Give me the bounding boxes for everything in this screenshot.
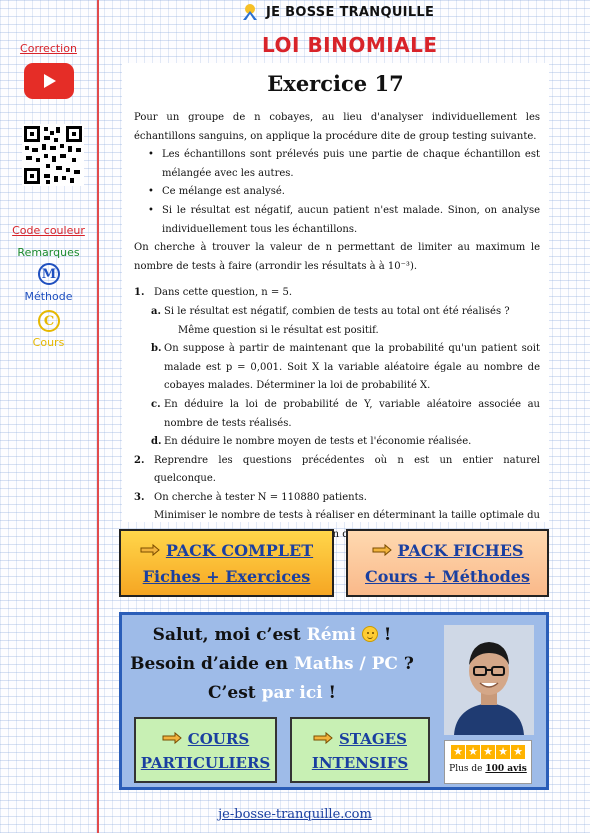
- question-2: [134, 452, 540, 489]
- pack-fiches-button[interactable]: [346, 529, 549, 597]
- star-icon: ★: [496, 745, 510, 759]
- question-number: c.: [151, 398, 161, 410]
- promo-link[interactable]: par ici: [261, 683, 323, 703]
- star-icon: ★: [466, 745, 480, 759]
- promo-text: Besoin d’aide en: [130, 654, 294, 674]
- profile-photo: [444, 625, 534, 735]
- remarques-label: Remarques: [17, 246, 80, 259]
- question-1a: [134, 303, 540, 322]
- pointing-hand-icon: [140, 543, 160, 557]
- exercise-intro: Pour un groupe de n cobayes, au lieu d'analyser individuellement les échantillons sanguins, on applique la procédure dite de group testing suivante.: [134, 112, 540, 142]
- question-text: Dans cette question, n = 5.: [154, 287, 293, 299]
- list-item: • Les échantillons sont prélevés puis une partie de chaque échantillon est mélangée avec les autres.: [134, 146, 540, 183]
- question-text: En déduire la loi de probabilité de Y, variable aléatoire associée au nombre de tests réalisés.: [164, 398, 540, 429]
- methode-label: Méthode: [24, 290, 73, 303]
- question-number: b.: [151, 343, 162, 355]
- question-text: En déduire le nombre moyen de tests et l'économie réalisée.: [164, 436, 472, 448]
- pointing-hand-icon: [372, 543, 392, 557]
- question-number: 2.: [134, 454, 145, 466]
- exercise-goal: On cherche à trouver la valeur de n permettant de limiter au maximum le nombre de tests à faire (arrondir les résultats à à 10⁻³).: [134, 242, 540, 272]
- youtube-button[interactable]: [24, 63, 74, 99]
- promo-cta: [122, 683, 422, 703]
- smiley-icon: [362, 626, 378, 642]
- promo-text: C’est: [207, 683, 262, 703]
- button-label: STAGES: [339, 730, 407, 748]
- pointing-hand-icon: [313, 731, 333, 745]
- rating-count[interactable]: 100 avis: [485, 764, 527, 774]
- question-1a-extra: Même question si le résultat est positif.: [178, 324, 379, 336]
- question-text: Si le résultat est négatif, combien de tests au total ont été réalisés ?: [164, 305, 510, 317]
- question-number: 1.: [134, 287, 145, 299]
- promo-name: Rémi: [306, 625, 356, 645]
- qr-code[interactable]: [22, 124, 84, 186]
- methode-icon: M: [38, 263, 60, 285]
- chapter-title: LOI BINOMIALE: [262, 33, 438, 57]
- brand-icon: [240, 2, 260, 22]
- question-number: a.: [151, 305, 161, 317]
- rating-badge: [444, 740, 532, 784]
- pack-fiches-title: PACK FICHES: [397, 541, 524, 560]
- stages-intensifs-button[interactable]: [290, 717, 430, 783]
- exercise-title: Exercice 17: [267, 71, 404, 96]
- question-text: On suppose à partir de maintenant que la probabilité qu'un patient soit malade est p = 0,001. Soit X la variable aléatoire égale au nombre de cobayes malades. Déterminer la loi de probabilité X.: [164, 343, 540, 392]
- cours-icon: C: [38, 310, 60, 332]
- question-3-extra: Minimiser le nombre de tests à réaliser en déterminant la taille optimale du n: [154, 510, 540, 541]
- promo-text: !: [377, 625, 392, 645]
- star-rating: [445, 745, 531, 759]
- pack-complet-button[interactable]: [119, 529, 334, 597]
- question-number: 3.: [134, 491, 145, 503]
- pack-complet-subtitle: Fiches + Exercices: [142, 567, 311, 586]
- promo-greeting: [122, 625, 422, 645]
- question-number: d.: [151, 436, 162, 448]
- list-item: • Ce mélange est analysé.: [134, 183, 540, 202]
- promo-subjects: Maths / PC: [293, 654, 398, 674]
- question-text: Reprendre les questions précédentes où n est un entier naturel quelconque.: [154, 454, 540, 485]
- cours-particuliers-button[interactable]: [134, 717, 277, 783]
- question-1b: [134, 340, 540, 396]
- rating-prefix: Plus de: [449, 764, 486, 774]
- exercise-card: [122, 63, 549, 541]
- brand-name: JE BOSSE TRANQUILLE: [266, 4, 435, 20]
- correction-label: Correction: [20, 42, 77, 55]
- question-1d: [134, 433, 540, 452]
- button-label: PARTICULIERS: [140, 754, 271, 772]
- star-icon: ★: [451, 745, 465, 759]
- promo-box: [119, 612, 549, 790]
- play-icon: [39, 71, 59, 91]
- question-1c: [134, 396, 540, 433]
- star-icon: ★: [481, 745, 495, 759]
- margin-line: [97, 0, 99, 833]
- question-3: [134, 489, 540, 508]
- footer-link[interactable]: je-bosse-tranquille.com: [218, 807, 372, 822]
- question-1: [134, 284, 540, 303]
- promo-text: !: [322, 683, 337, 703]
- rating-text: [445, 764, 531, 774]
- button-label: COURS: [187, 730, 250, 748]
- pack-complet-title: PACK COMPLET: [165, 541, 314, 560]
- exercise-body: [134, 109, 540, 545]
- star-icon: ★: [511, 745, 525, 759]
- question-text: On cherche à tester N = 110880 patients.: [154, 491, 367, 503]
- list-item: • Si le résultat est négatif, aucun patient n'est malade. Sinon, on analyse individuellement tous les échantillons.: [134, 202, 540, 239]
- promo-text: ?: [397, 654, 414, 674]
- promo-text: Salut, moi c’est: [152, 625, 307, 645]
- pointing-hand-icon: [162, 731, 182, 745]
- brand-logo[interactable]: [240, 2, 434, 22]
- code-couleur-label: Code couleur: [12, 224, 85, 237]
- cours-label: Cours: [32, 336, 65, 349]
- pack-fiches-subtitle: Cours + Méthodes: [365, 567, 530, 586]
- button-label: INTENSIFS: [311, 754, 409, 772]
- promo-need-help: [122, 654, 422, 674]
